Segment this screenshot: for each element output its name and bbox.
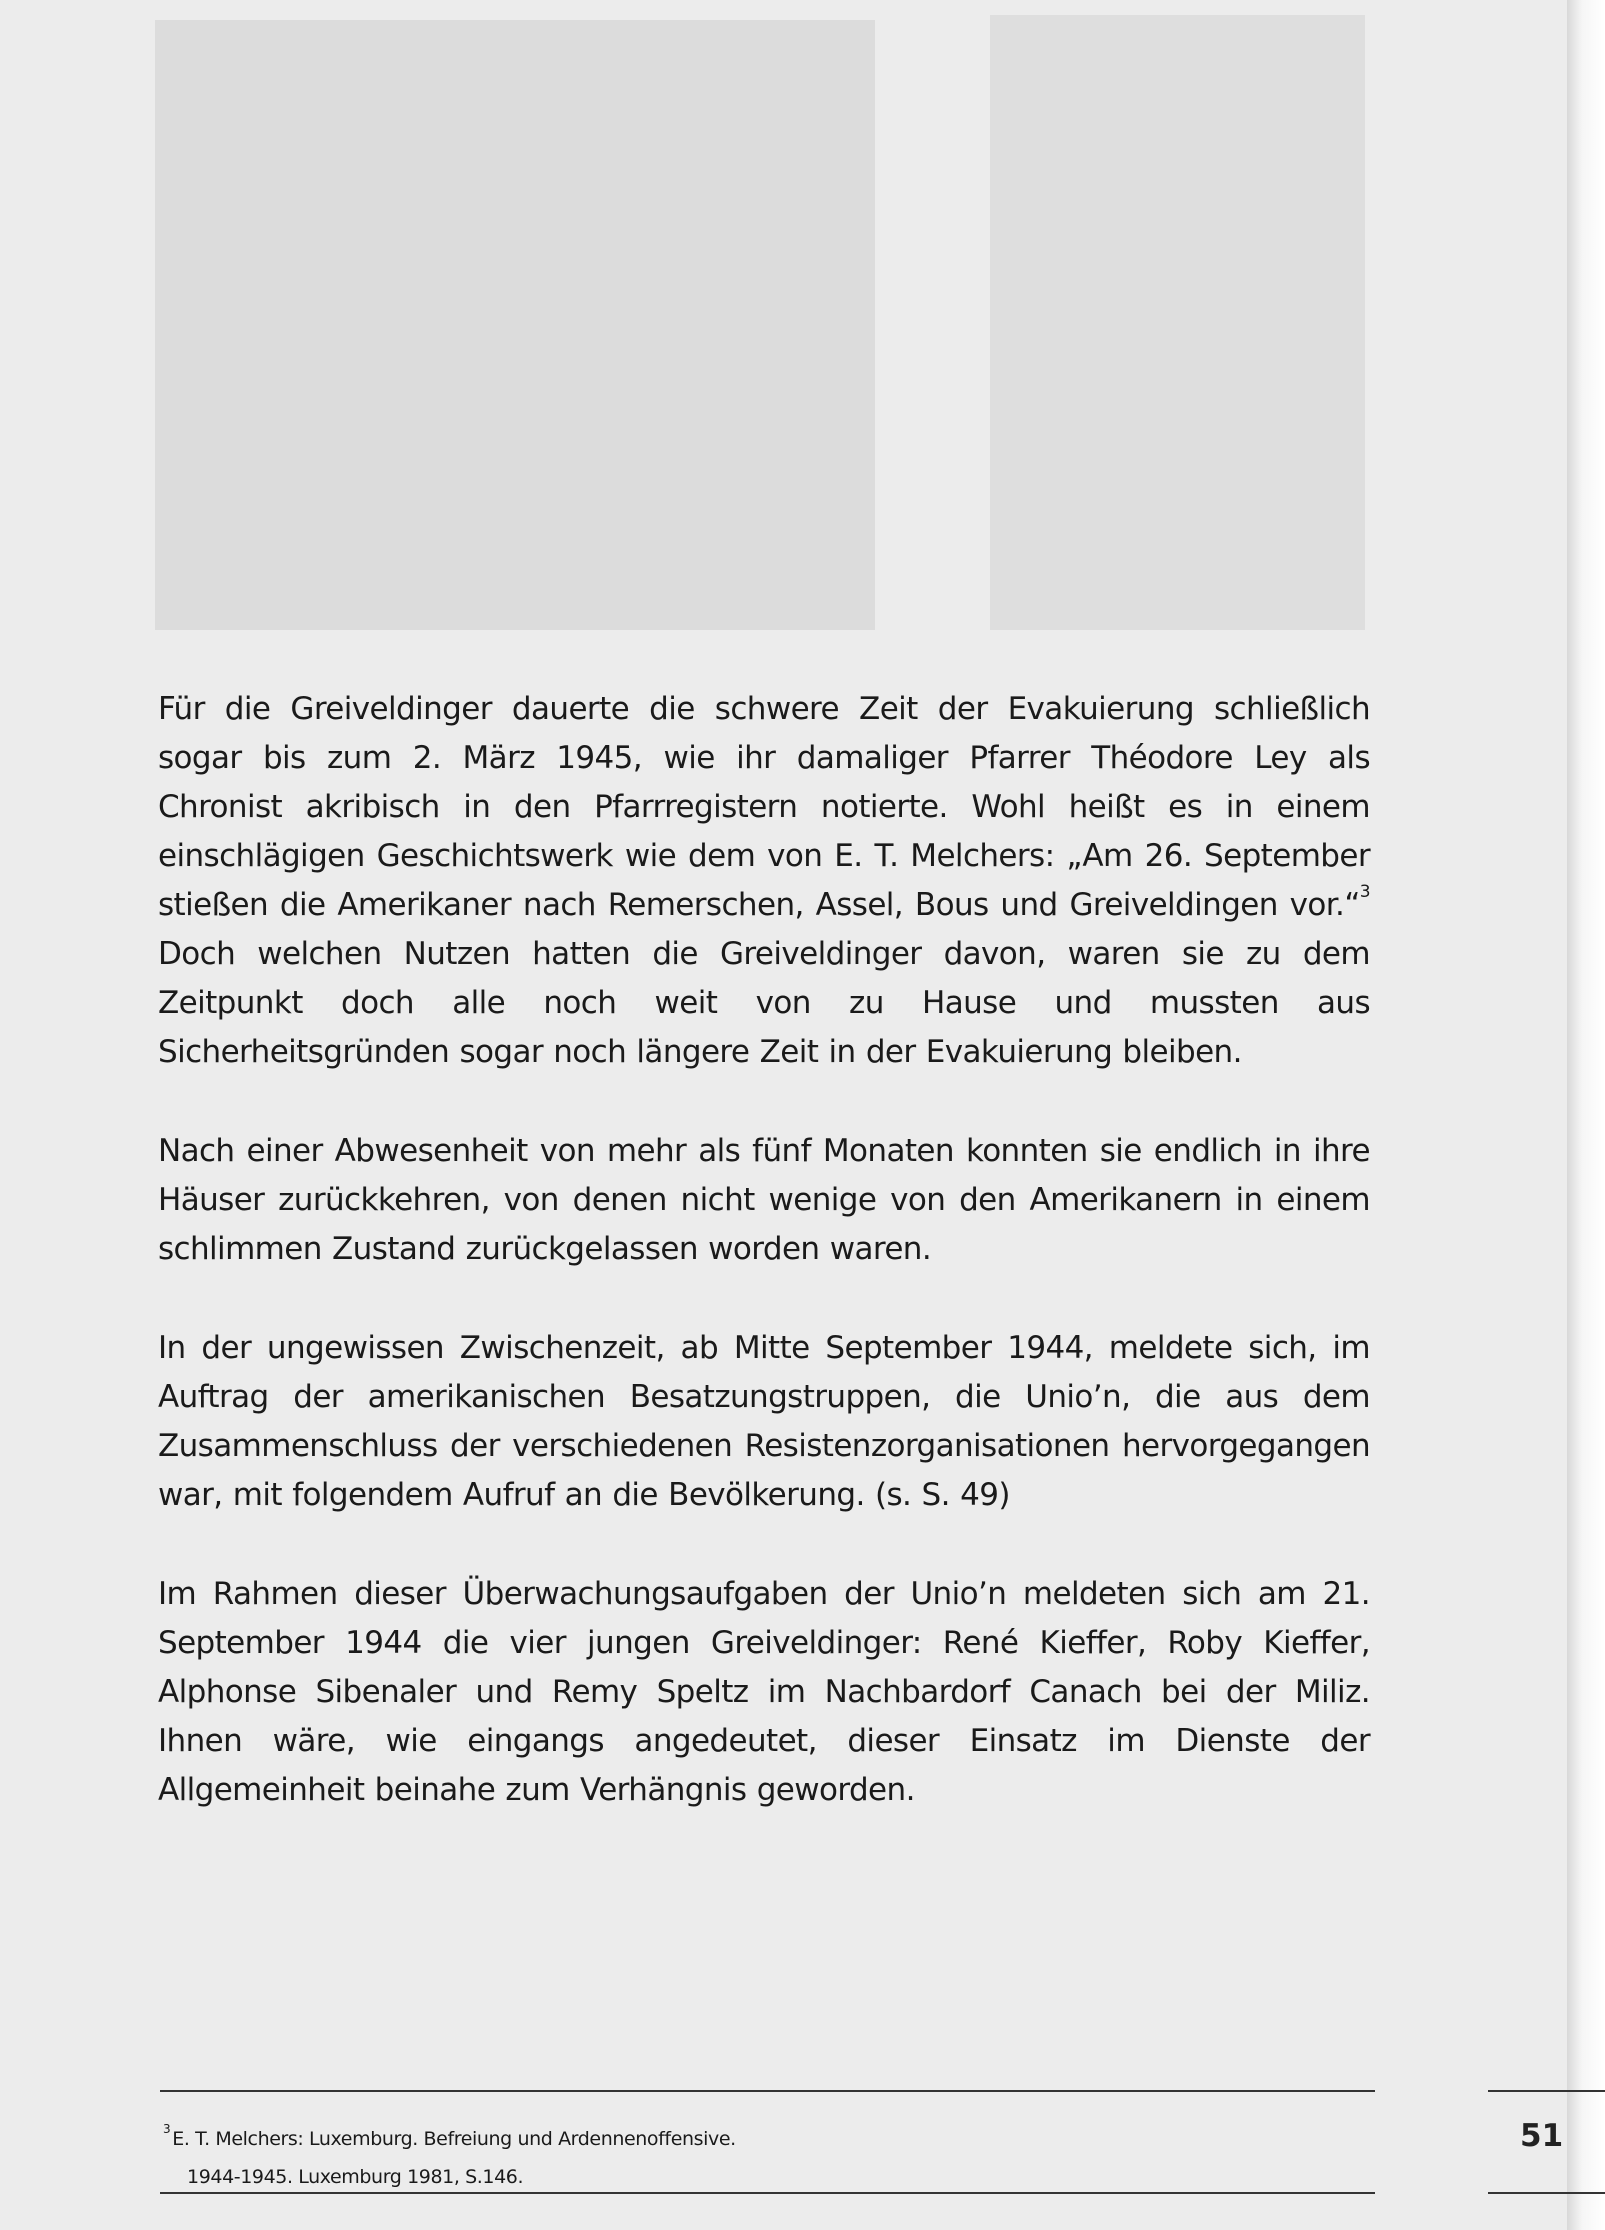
paragraph-evacuation-text-after: Doch welchen Nutzen hatten die Greiveldinger davon, waren sie zu dem Zeitpunkt doch alle noch weit von zu Hause und mussten aus Sicherheitsgründen sogar noch längere Zeit in der Evakuierung bleiben. xyxy=(158,936,1370,1070)
page-number-rule-top xyxy=(1488,2090,1605,2092)
paragraph-evacuation-text-before: Für die Greiveldinger dauerte die schwere Zeit der Evakuierung schließlich sogar bis zum 2. März 1945, wie ihr damaliger Pfarrer Théodore Ley als Chronist akribisch in den Pfarrregistern notierte. Wohl heißt es in einem einschlägigen Geschichtswerk wie dem von E. T. Melchers: „Am 26. September stießen die Amerikaner nach Remerschen, Assel, Bous und Greiveldingen vor.“ xyxy=(158,691,1370,923)
footnote-line-2: 1944-1945. Luxemburg 1981, S.146. xyxy=(187,2166,524,2188)
footnote-text-1: E. T. Melchers: Luxemburg. Befreiung und Ardennenoffensive. xyxy=(172,2128,736,2150)
footnote-line-1 xyxy=(163,2120,1063,2158)
paragraph-return-home: Nach einer Abwesenheit von mehr als fünf Monaten konnten sie endlich in ihre Häuser zurückkehren, von denen nicht wenige von den Amerikanern in einem schlimmen Zustand zurückgelassen worden waren. xyxy=(158,1133,1370,1267)
page-edge xyxy=(1567,0,1605,2230)
faded-photo-right xyxy=(990,15,1365,630)
paragraph-militia: Im Rahmen dieser Überwachungsaufgaben der Unio’n meldeten sich am 21. September 1944 die vier jungen Greiveldinger: René Kieffer, Roby Kieffer, Alphonse Sibenaler und Remy Speltz im Nachbardorf Canach bei der Miliz. Ihnen wäre, wie eingangs angedeutet, dieser Einsatz im Dienste der Allgemeinheit beinahe zum Verhängnis geworden. xyxy=(158,1576,1370,1808)
faded-photo-left xyxy=(155,20,875,630)
page-number: 51 xyxy=(1520,2118,1564,2154)
footnote-reference: 3 xyxy=(1359,882,1370,902)
main-text-column xyxy=(158,685,1370,1865)
footnote xyxy=(163,2120,1063,2196)
footnote-rule-bottom xyxy=(160,2192,1375,2194)
page-number-rule-bottom xyxy=(1488,2192,1605,2194)
paragraph-union-appeal: In der ungewissen Zwischenzeit, ab Mitte September 1944, meldete sich, im Auftrag der amerikanischen Besatzungstruppen, die Unio’n, die aus dem Zusammenschluss der verschiedenen Resistenzorganisationen hervorgegangen war, mit folgendem Aufruf an die Bevölkerung. (s. S. 49) xyxy=(158,1330,1370,1513)
paragraph-evacuation xyxy=(158,685,1370,1077)
footnote-mark: 3 xyxy=(163,2122,171,2136)
footnote-rule-top xyxy=(160,2090,1375,2092)
